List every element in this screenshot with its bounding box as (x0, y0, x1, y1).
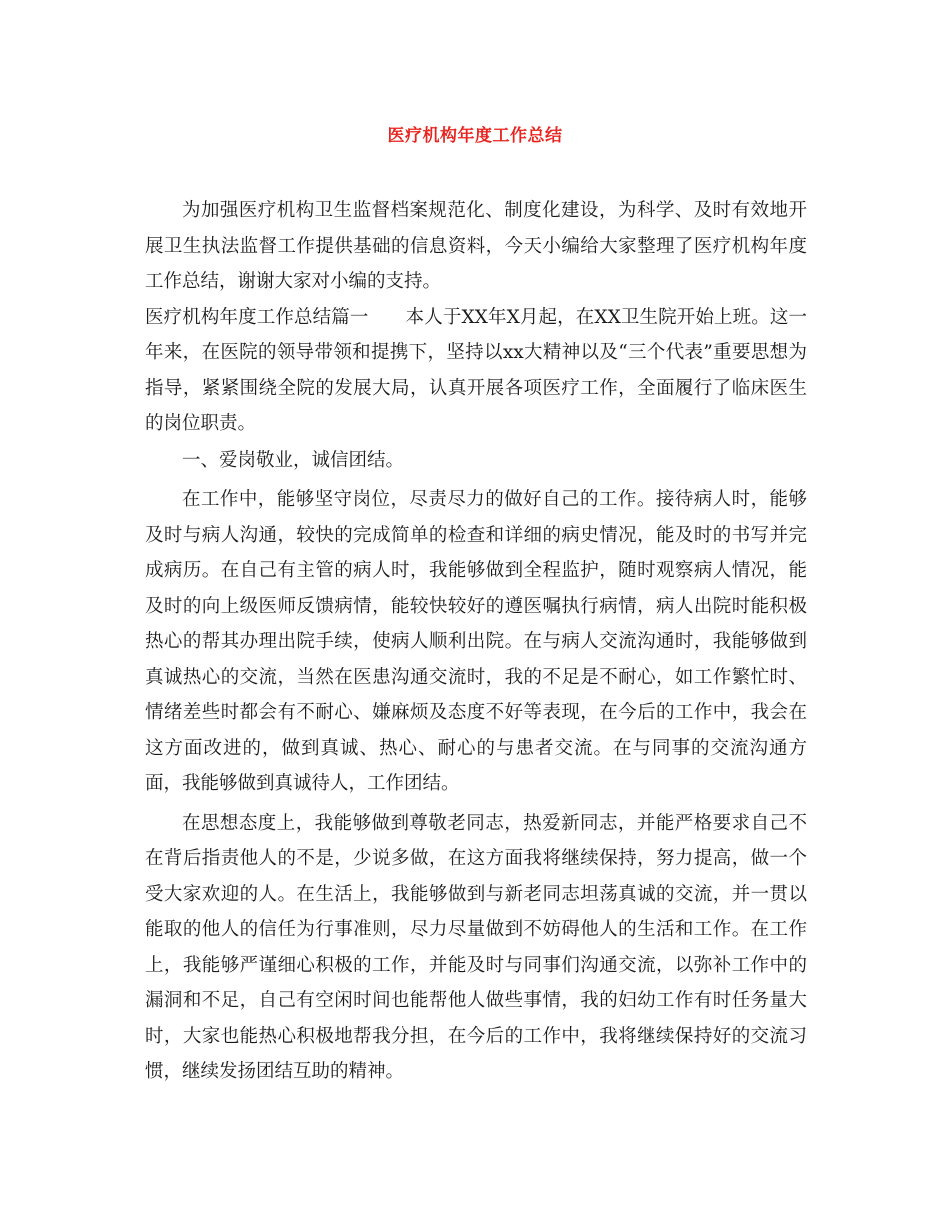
part-opening: 本人于XX年X月起，在XX卫生院开始上班。这一年来，在医院的领导带领和提携下，坚持以xx大精神以及“三个代表”重要思想为指导，紧紧围绕全院的发展大局，认真开展各项医疗工作，全面履行了临床医生的岗位职责。 (145, 306, 807, 434)
part-label: 医疗机构年度工作总结篇一 (145, 306, 369, 328)
part-one-paragraph (145, 300, 807, 442)
intro-paragraph: 为加强医疗机构卫生监督档案规范化、制度化建设，为科学、及时有效地开展卫生执法监督工作提供基础的信息资料，今天小编给大家整理了医疗机构年度工作总结，谢谢大家对小编的支持。 (145, 200, 807, 292)
document-body (145, 193, 807, 1090)
body-paragraph-1: 在工作中，能够坚守岗位，尽责尽力的做好自己的工作。接待病人时，能够及时与病人沟通，较快的完成简单的检查和详细的病史情况，能及时的书写并完成病历。在自己有主管的病人时，我能够做到全程监护，随时观察病人情况，能及时的向上级医师反馈病情，能较快较好的遵医嘱执行病情，病人出院时能积极热心的帮其办理出院手续，使病人顺利出院。在与病人交流沟通时，我能够做到真诚热心的交流，当然在医患沟通交流时，我的不足是不耐心，如工作繁忙时、情绪差些时都会有不耐心、嫌麻烦及态度不好等表现，在今后的工作中，我会在这方面改进的，做到真诚、热心、耐心的与患者交流。在与同事的交流沟通方面，我能够做到真诚待人，工作团结。 (145, 489, 807, 794)
section-heading: 一、爱岗敬业，诚信团结。 (182, 449, 405, 471)
body-paragraph-2: 在思想态度上，我能够做到尊敬老同志，热爱新同志，并能严格要求自己不在背后指责他人的不是，少说多做，在这方面我将继续保持，努力提高，做一个受大家欢迎的人。在生活上，我能够做到与新老同志坦荡真诚的交流，并一贯以能取的他人的信任为行事准则，尽力尽量做到不妨碍他人的生活和工作。在工作上，我能够严谨细心积极的工作，并能及时与同事们沟通交流，以弥补工作中的漏洞和不足，自己有空闲时间也能帮他人做些事情，我的妇幼工作有时任务量大时，大家也能热心积极地帮我分担，在今后的工作中，我将继续保持好的交流习惯，继续发扬团结互助的精神。 (145, 812, 807, 1082)
document-title: 医疗机构年度工作总结 (387, 126, 563, 146)
